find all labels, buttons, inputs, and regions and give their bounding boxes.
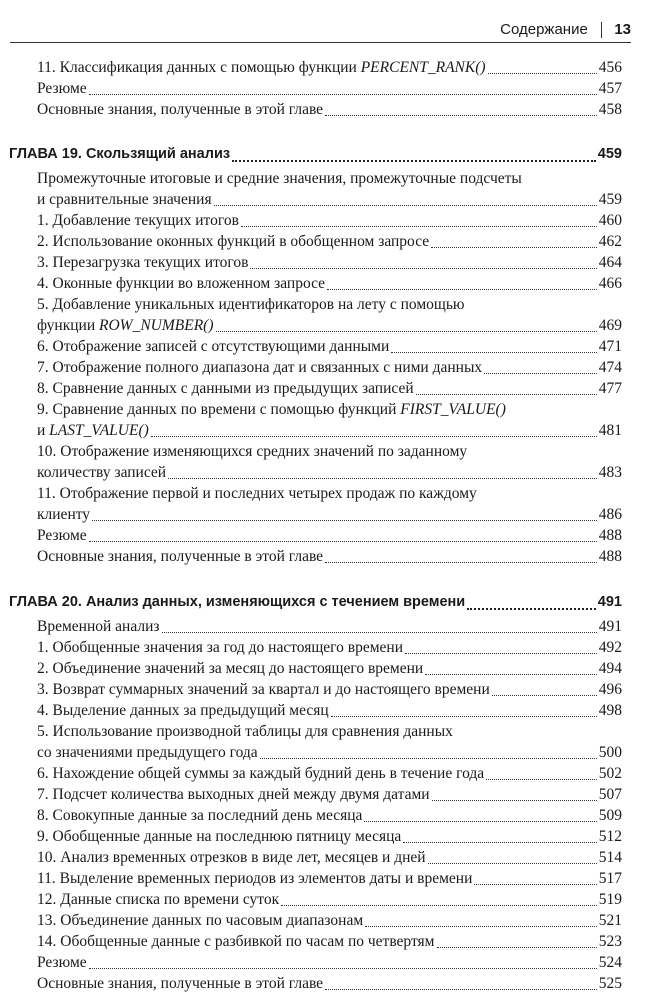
chapter-title: ГЛАВА 20. Анализ данных, изменяющихся с течением времени (9, 594, 466, 610)
toc-entry[interactable] (37, 807, 622, 828)
toc-entry-title: 4. Выделение данных за предыдущий месяц (37, 702, 329, 719)
toc-entry[interactable] (37, 485, 622, 527)
leader-dots (162, 632, 597, 633)
toc-entry[interactable] (37, 527, 622, 548)
toc-entry-function: LAST_VALUE() (49, 422, 149, 440)
leader-dots (168, 478, 597, 479)
toc-page-number: 512 (598, 828, 622, 845)
toc-page-number: 462 (598, 233, 622, 250)
toc-entry[interactable] (37, 702, 622, 723)
toc-entry[interactable] (37, 212, 622, 233)
chapter-heading[interactable] (9, 594, 622, 615)
toc-entry-title: 8. Совокупные данные за последний день месяца (37, 807, 363, 824)
leader-dots (437, 947, 597, 948)
toc-entry-title: 13. Объединение данных по часовым диапазонам (37, 912, 364, 929)
toc-page-number: 460 (598, 212, 622, 229)
leader-dots (486, 779, 597, 780)
leader-dots (216, 331, 597, 332)
toc-entry-title: Основные знания, полученные в этой главе (37, 101, 324, 118)
leader-dots (488, 73, 597, 74)
leader-dots (467, 608, 596, 610)
toc-entry-title: 11. Классификация данных с помощью функции (37, 59, 361, 76)
toc-page-number: 457 (598, 80, 622, 97)
toc-entry-title: 7. Отображение полного диапазона дат и связанных с ними данных (37, 359, 483, 376)
leader-dots (364, 821, 596, 822)
leader-dots (241, 226, 597, 227)
toc-entry[interactable] (37, 548, 622, 569)
toc-entry-title: 7. Подсчет количества выходных дней между двумя датами (37, 786, 430, 803)
toc-entry-function: FIRST_VALUE() (400, 401, 506, 418)
toc-entry-title-cont: и сравнительные значения (37, 191, 212, 209)
leader-dots (327, 289, 597, 290)
toc-entry-title: 2. Объединение значений за месяц до настоящего времени (37, 660, 424, 677)
toc-entry[interactable] (37, 359, 622, 380)
toc-entry-title: 14. Обобщенные данные с разбивкой по часам по четвертям (37, 933, 435, 950)
toc-entry-title: 6. Нахождение общей суммы за каждый будний день в течение года (37, 765, 485, 782)
toc-entry[interactable] (37, 380, 622, 401)
toc-entry-title: 2. Использование оконных функций в обобщенном запросе (37, 233, 430, 250)
leader-dots (325, 115, 597, 116)
toc-entry[interactable] (37, 338, 622, 359)
toc-entry-title-cont: и (37, 422, 50, 440)
toc-page-number: 464 (598, 254, 622, 271)
leader-dots (428, 863, 597, 864)
toc-entry-title: Основные знания, полученные в этой главе (37, 548, 324, 565)
toc-entry[interactable] (37, 786, 622, 807)
toc-entry-title: 1. Обобщенные значения за год до настоящего времени (37, 639, 404, 656)
toc-page-number: 469 (598, 317, 622, 335)
toc-page-number: 523 (598, 933, 622, 950)
toc-page-number: 458 (598, 101, 622, 118)
toc-entry[interactable] (37, 975, 622, 996)
toc-entry[interactable] (37, 954, 622, 975)
toc-page-number: 456 (598, 59, 622, 76)
leader-dots (365, 926, 597, 927)
toc-page-number: 524 (598, 954, 622, 971)
toc-page-number: 496 (598, 681, 622, 698)
chapter-page-number: 459 (597, 146, 622, 162)
toc-entry-title: Временной анализ (37, 618, 160, 635)
toc-page-number: 517 (598, 870, 622, 887)
toc-page-number: 486 (598, 506, 622, 524)
toc-page-number: 519 (598, 891, 622, 908)
toc-entry[interactable] (37, 765, 622, 786)
toc-page-number: 488 (598, 548, 622, 565)
toc-entry[interactable] (37, 933, 622, 954)
toc-entry[interactable] (37, 723, 622, 765)
toc-page-number: 521 (598, 912, 622, 929)
leader-dots (89, 541, 597, 542)
toc-entry-title: Промежуточные итоговые и средние значения, промежуточные подсчеты (37, 170, 522, 187)
leader-dots (474, 884, 596, 885)
header-separator (601, 22, 603, 38)
toc-page-number: 494 (598, 660, 622, 677)
toc-entry-title: 8. Сравнение данных с данными из предыдущих записей (37, 380, 414, 397)
toc-entry-title: 10. Отображение изменяющихся средних значений по заданному (37, 443, 468, 460)
toc-entry-title-cont: клиенту (37, 506, 91, 524)
toc-entry-title: 9. Обобщенные данные на последнюю пятницу месяца (37, 828, 402, 845)
running-head-section: Содержание (500, 21, 588, 38)
toc-entry-title-cont: количеству записей (37, 464, 167, 482)
toc-page-number: 509 (598, 807, 622, 824)
toc-entry[interactable] (37, 681, 622, 702)
toc-entry[interactable] (37, 870, 622, 891)
leader-dots (281, 905, 597, 906)
toc-entry-title: 4. Оконные функции во вложенном запросе (37, 275, 326, 292)
toc-entry-title: 12. Данные списка по времени суток (37, 891, 280, 908)
leader-dots (331, 716, 597, 717)
toc-entry[interactable] (37, 660, 622, 681)
toc-entry-title: 11. Выделение временных периодов из элементов даты и времени (37, 870, 473, 887)
page-header (10, 14, 631, 43)
leader-dots (151, 436, 597, 437)
toc-entry[interactable] (37, 849, 622, 870)
toc-entry-function: ROW_NUMBER() (99, 317, 214, 335)
toc-page-number: 459 (598, 191, 622, 209)
toc-entry-title: 5. Добавление уникальных идентификаторов на лету с помощью (37, 296, 465, 313)
toc-page-number: 500 (598, 744, 622, 762)
page-number: 13 (614, 21, 631, 38)
running-head (500, 21, 631, 38)
toc-entry-title-cont: со значениями предыдущего года (37, 744, 258, 762)
toc-entry-title: Резюме (37, 527, 87, 544)
leader-dots (89, 968, 597, 969)
chapter-page-number: 491 (597, 594, 622, 610)
toc-entry-title: 1. Добавление текущих итогов (37, 212, 239, 229)
toc-entry[interactable] (37, 618, 622, 639)
toc-entry[interactable] (37, 443, 622, 485)
leader-dots (416, 394, 597, 395)
leader-dots (250, 268, 596, 269)
leader-dots (232, 160, 596, 162)
leader-dots (325, 562, 597, 563)
toc-entry[interactable] (37, 891, 622, 912)
toc-entry[interactable] (37, 401, 622, 443)
toc-entry[interactable] (37, 101, 622, 122)
leader-dots (260, 758, 597, 759)
toc-entry-title: 3. Перезагрузка текущих итогов (37, 254, 249, 271)
leader-dots (89, 94, 597, 95)
toc-entry-title: 11. Отображение первой и последних четырех продаж по каждому (37, 485, 477, 502)
leader-dots (425, 674, 597, 675)
toc-page-number: 492 (598, 639, 622, 656)
leader-dots (325, 989, 597, 990)
toc-page-number: 491 (598, 618, 622, 635)
leader-dots (492, 695, 597, 696)
toc-page-number: 498 (598, 702, 622, 719)
toc-entry[interactable] (37, 296, 622, 338)
toc-entry[interactable] (37, 59, 622, 80)
toc-page-number: 466 (598, 275, 622, 292)
toc-entry-title: Основные знания, полученные в этой главе (37, 975, 324, 992)
toc-entry-title: 5. Использование производной таблицы для сравнения данных (37, 723, 453, 740)
toc-entry-title-cont: функции (37, 317, 99, 335)
leader-dots (432, 800, 597, 801)
toc-entry-title: Резюме (37, 80, 87, 97)
toc-page-number: 474 (598, 359, 622, 376)
toc-entry[interactable] (37, 170, 622, 212)
leader-dots (391, 352, 596, 353)
toc-page-number: 502 (598, 765, 622, 782)
toc-entry-title: 6. Отображение записей с отсутствующими данными (37, 338, 390, 355)
chapter-title: ГЛАВА 19. Скользящий анализ (9, 146, 231, 162)
toc-entry[interactable] (37, 254, 622, 275)
toc-entry-title: 10. Анализ временных отрезков в виде лет, месяцев и дней (37, 849, 426, 866)
leader-dots (403, 842, 596, 843)
toc-page-number: 471 (598, 338, 622, 355)
leader-dots (405, 653, 597, 654)
toc-entry-function: PERCENT_RANK() (360, 59, 486, 76)
toc-entry-title: 3. Возврат суммарных значений за квартал и до настоящего времени (37, 681, 490, 698)
toc-page-number: 507 (598, 786, 622, 803)
toc-page-number: 488 (598, 527, 622, 544)
toc-page-number: 477 (598, 380, 622, 397)
toc-entry-title: 9. Сравнение данных по времени с помощью функций (37, 401, 401, 418)
toc-page-number: 525 (598, 975, 622, 992)
toc-entry[interactable] (37, 912, 622, 933)
leader-dots (484, 373, 597, 374)
leader-dots (214, 205, 597, 206)
toc-page-number: 514 (598, 849, 622, 866)
toc-entry[interactable] (37, 233, 622, 254)
chapter-heading[interactable] (9, 146, 622, 167)
toc-page-number: 483 (598, 464, 622, 482)
toc-entry[interactable] (37, 639, 622, 660)
toc-entry-title: Резюме (37, 954, 87, 971)
toc-entry[interactable] (37, 275, 622, 296)
leader-dots (431, 247, 597, 248)
toc-entry[interactable] (37, 80, 622, 101)
toc-entry[interactable] (37, 828, 622, 849)
leader-dots (92, 520, 597, 521)
toc-page-number: 481 (598, 422, 622, 440)
